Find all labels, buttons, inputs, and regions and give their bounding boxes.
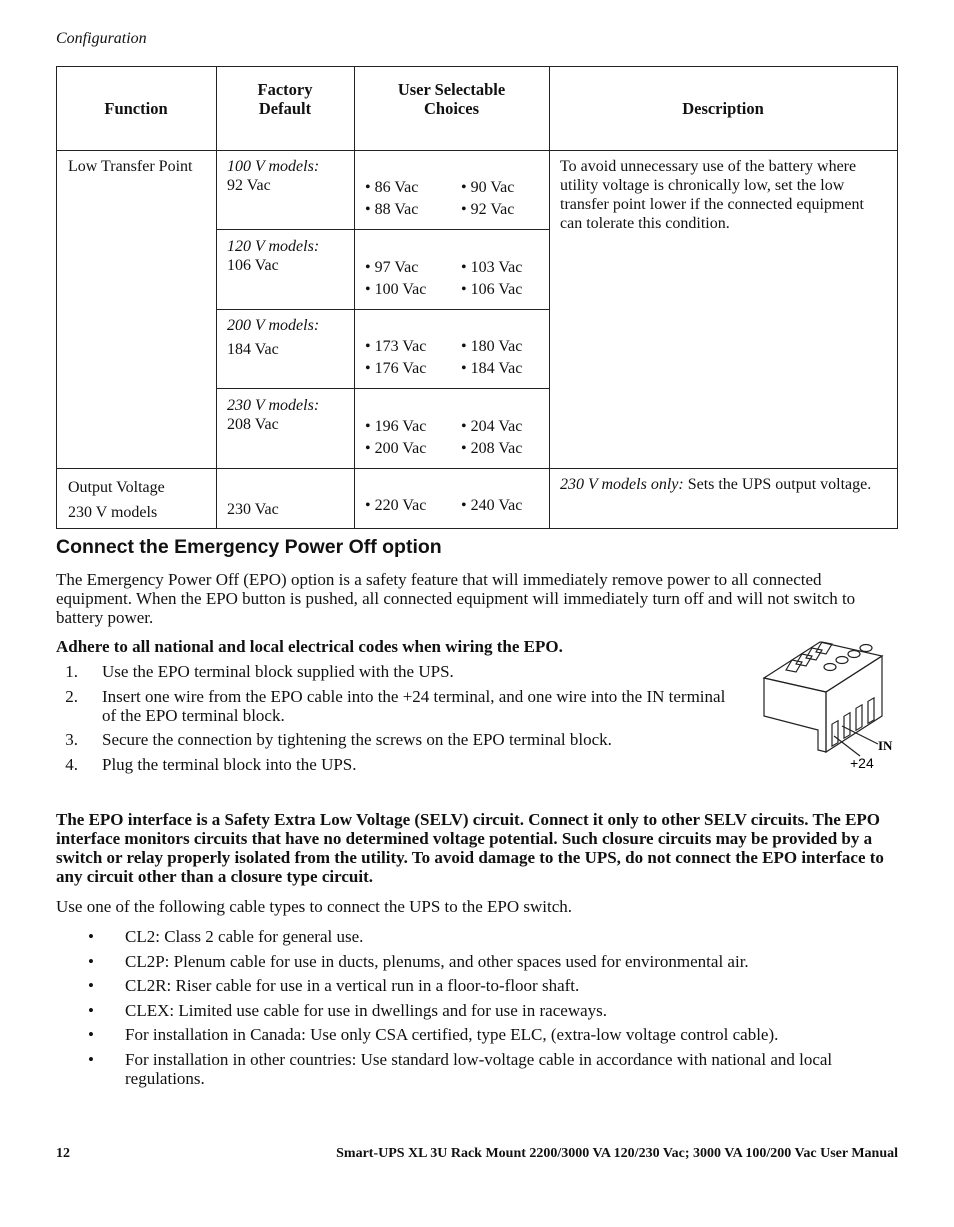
choices-200v: • 173 Vac • 176 Vac <box>365 338 427 377</box>
header-user-choices: User Selectable Choices <box>397 80 506 118</box>
table-header-divider <box>56 150 898 151</box>
cable-intro: Use one of the following cable types to connect the UPS to the EPO switch. <box>56 897 573 916</box>
row-divider-2 <box>216 309 549 310</box>
screw-4 <box>860 645 872 652</box>
choices-200v-col2: • 180 Vac • 184 Vac <box>461 338 523 377</box>
header-description: Description <box>682 99 764 118</box>
col-divider-2 <box>354 66 355 529</box>
factory-default-output: 230 Vac <box>227 501 279 518</box>
factory-default-230v: 230 V models: 208 Vac <box>227 397 320 433</box>
choices-120v-col2: • 103 Vac • 106 Vac <box>461 259 523 298</box>
page-number: 12 <box>56 1146 70 1161</box>
col-divider-3 <box>549 66 550 529</box>
row-divider-1 <box>216 229 549 230</box>
row-divider-output <box>56 468 898 469</box>
choices-230v: • 196 Vac • 200 Vac <box>365 418 427 457</box>
table-border-top <box>56 66 898 67</box>
settings-table <box>56 66 898 529</box>
epo-terminal-block-diagram <box>756 640 902 774</box>
function-output-voltage: Output Voltage 230 V models <box>68 479 165 521</box>
description-output-voltage: 230 V models only: Sets the UPS output voltage. <box>560 476 872 493</box>
codes-warning: Adhere to all national and local electrical codes when wiring the EPO. <box>56 637 563 656</box>
factory-default-100v: 100 V models: 92 Vac <box>227 158 320 194</box>
label-plus24: +24 <box>850 755 874 771</box>
choices-120v: • 97 Vac • 100 Vac <box>365 259 427 298</box>
manual-title: Smart-UPS XL 3U Rack Mount 2200/3000 VA 120/230 Vac; 3000 VA 100/200 Vac User Manual <box>336 1146 898 1161</box>
choices-100v-col2: • 90 Vac • 92 Vac <box>461 179 515 218</box>
header-function: Function <box>104 99 168 118</box>
factory-default-120v: 120 V models: 106 Vac <box>227 238 320 274</box>
table-border-bottom <box>56 528 898 529</box>
row-divider-3 <box>216 388 549 389</box>
col-divider-1 <box>216 66 217 529</box>
screw-1 <box>824 664 836 671</box>
label-in: IN <box>878 738 893 753</box>
table-border-right <box>897 66 898 529</box>
choice-output-220: • 220 Vac <box>365 497 427 514</box>
description-low-transfer: To avoid unnecessary use of the battery where utility voltage is chronically low, set the low transfer point lower if the connected equipment can tolerate this condition. <box>560 158 864 232</box>
choices-100v: • 86 Vac • 88 Vac <box>365 179 419 218</box>
choices-230v-col2: • 204 Vac • 208 Vac <box>461 418 523 457</box>
choice-output-240: • 240 Vac <box>461 497 523 514</box>
terminal-left-face <box>764 678 826 752</box>
screw-2 <box>836 657 848 664</box>
factory-default-200v: 200 V models: 184 Vac <box>227 317 320 358</box>
epo-intro-paragraph: The Emergency Power Off (EPO) option is a safety feature that will immediately remove power to all connected equipment. When the EPO button is pushed, all connected equipment will immediately turn off and will not switch to battery power. <box>56 570 856 627</box>
selv-warning: The EPO interface is a Safety Extra Low Voltage (SELV) circuit. Connect it only to other SELV circuits. The EPO interface monitors circuits that have no determined voltage potential. Such closure circuits may be provided by a switch or relay properly isolated from the utility. To avoid damage to the UPS, do not connect the EPO interface to any circuit other than a closure type circuit. <box>56 810 884 886</box>
section-title: Connect the Emergency Power Off option <box>56 536 442 558</box>
function-low-transfer: Low Transfer Point <box>68 158 193 175</box>
table-border-left <box>56 66 57 529</box>
header-factory-default: Factory Default <box>257 80 313 118</box>
running-head: Configuration <box>56 30 147 47</box>
screw-3 <box>848 651 860 658</box>
